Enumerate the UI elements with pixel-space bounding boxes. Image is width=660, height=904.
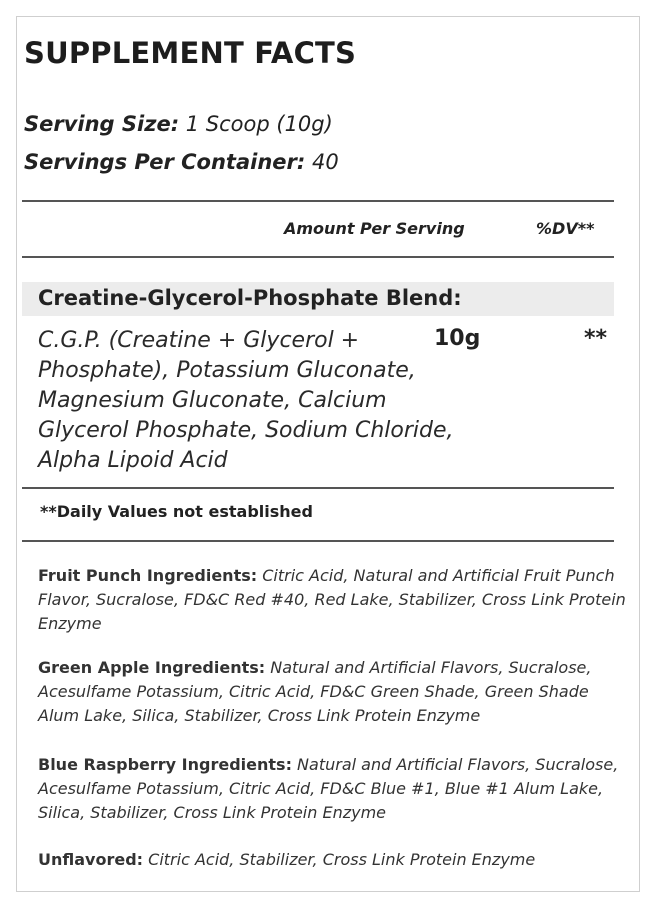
green-apple-ingredients <box>38 656 628 728</box>
ingredient-text: Natural and Artificial Flavors, Sucralose, Acesulfame Potassium, Citric Acid, FD&C Green Shade, Green Shade Alum Lake, Silica, Stabilizer, Cross Link Protein Enzyme <box>38 658 592 725</box>
page-title: SUPPLEMENT FACTS <box>24 36 357 70</box>
serving-size-value: 1 Scoop (10g) <box>179 112 333 136</box>
ingredient-text: Citric Acid, Stabilizer, Cross Link Protein Enzyme <box>143 850 536 869</box>
divider <box>22 200 614 202</box>
daily-value-footnote: **Daily Values not established <box>40 502 313 521</box>
blend-name: Creatine-Glycerol-Phosphate Blend: <box>22 282 614 316</box>
ingredient-label: Green Apple Ingredients: <box>38 658 266 677</box>
ingredient-label: Blue Raspberry Ingredients: <box>38 755 292 774</box>
daily-value-header: %DV** <box>536 219 595 238</box>
blend-ingredients: C.G.P. (Creatine + Glycerol + Phosphate), Potassium Gluconate, Magnesium Gluconate, Calcium Glycerol Phosphate, Sodium Chloride, Alpha Lipoid Acid <box>38 328 454 473</box>
divider <box>22 256 614 258</box>
servings-per-container-label: Servings Per Container: <box>24 150 306 174</box>
fruit-punch-ingredients <box>38 564 628 636</box>
ingredient-label: Unflavored: <box>38 850 144 869</box>
ingredient-text: Citric Acid, Natural and Artificial Fruit Punch Flavor, Sucralose, FD&C Red #40, Red Lake, Stabilizer, Cross Link Protein Enzyme <box>38 566 626 633</box>
divider <box>22 487 614 489</box>
divider <box>22 540 614 542</box>
serving-size <box>24 112 333 136</box>
ingredient-text: Natural and Artificial Flavors, Sucralose, Acesulfame Potassium, Citric Acid, FD&C Blue #1, Blue #1 Alum Lake, Silica, Stabilizer, Cross Link Protein Enzyme <box>38 755 619 822</box>
serving-size-label: Serving Size: <box>24 112 180 136</box>
amount-per-serving-header: Amount Per Serving <box>284 219 465 238</box>
unflavored-ingredients <box>38 848 628 872</box>
blend-daily-value: ** <box>584 326 608 351</box>
servings-per-container-value: 40 <box>305 150 339 174</box>
blue-raspberry-ingredients <box>38 753 628 825</box>
servings-per-container <box>24 150 339 174</box>
blend-amount: 10g <box>434 326 481 351</box>
ingredient-label: Fruit Punch Ingredients: <box>38 566 258 585</box>
